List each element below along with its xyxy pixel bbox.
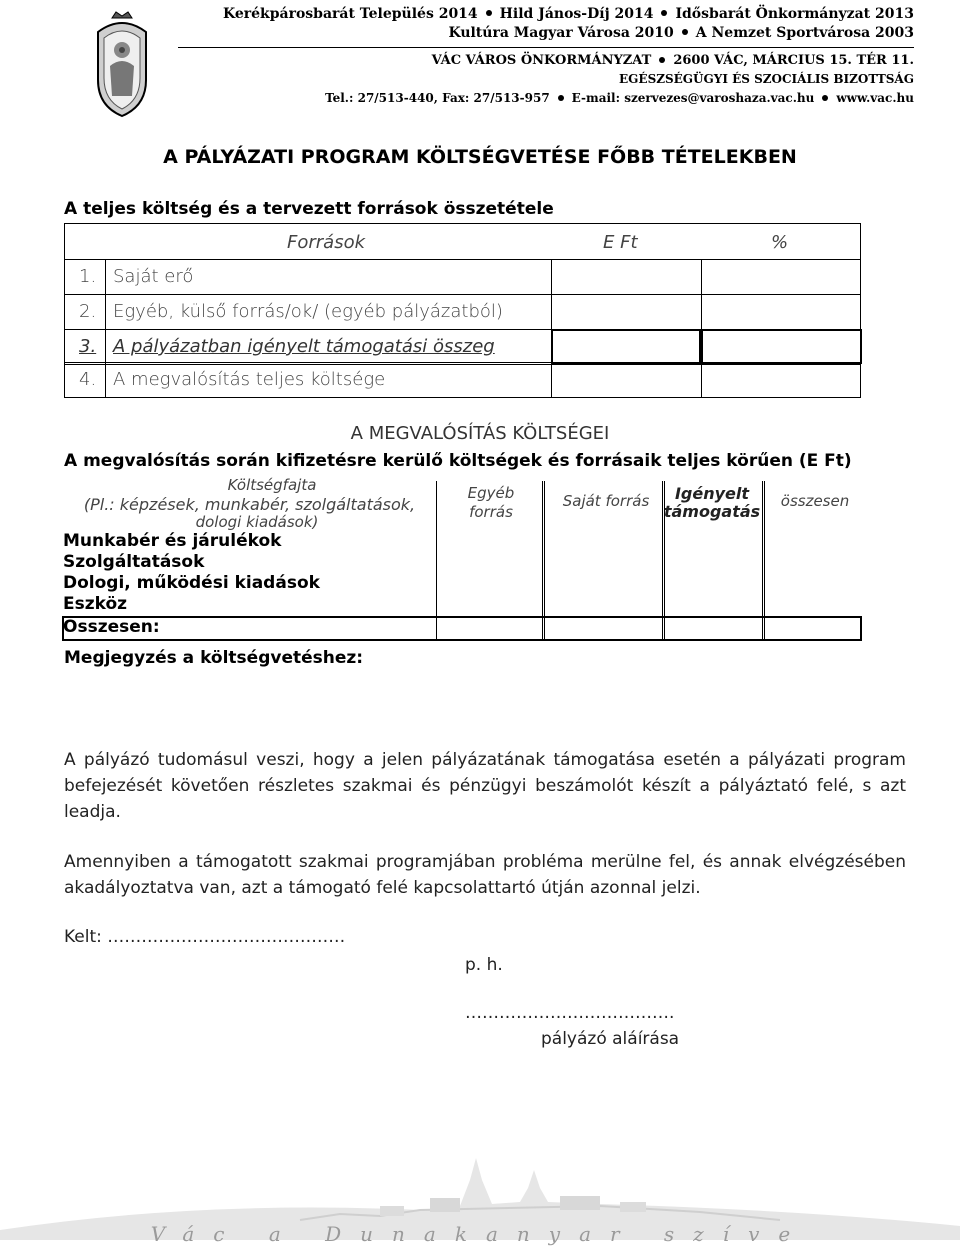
header-divider — [178, 47, 914, 48]
header-requested: Igényelt — [674, 484, 750, 503]
column-divider — [551, 363, 552, 397]
cost-row-label: Munkabér és járulékok — [63, 531, 282, 551]
section2-heading: A MEGVALÓSÍTÁS KÖLTSÉGEI — [350, 423, 610, 444]
bullet-icon — [822, 95, 828, 101]
cost-row-label: Szolgáltatások — [63, 552, 205, 572]
table-row — [65, 259, 860, 294]
requested-percent-cell[interactable] — [701, 329, 862, 364]
column-divider — [105, 363, 106, 397]
row-number: 2. — [79, 301, 97, 322]
table-row — [65, 294, 860, 329]
header-eft: E Ft — [603, 232, 638, 253]
header-awards-line-1: Kerékpárosbarát Település 2014 Hild János-Díj 2014 Idősbarát Önkormányzat 2013 — [222, 6, 914, 22]
header-own-source: Saját forrás — [562, 492, 650, 510]
statement-paragraph: A pályázó tudomásul veszi, hogy a jelen pályázatának támogatása esetén a pályázati program befejezését követően részletes szakmai és pénzügyi beszámolót készít a pályáztató felé, s azt leadja. — [64, 750, 906, 822]
bullet-icon — [659, 57, 665, 63]
column-divider — [701, 363, 702, 397]
header-requested-2: támogatás — [663, 502, 761, 521]
total-row-box — [62, 616, 862, 641]
stamp-placeholder: p. h. — [465, 955, 503, 975]
footer-motto: Vác a Dunakanyar szíve — [150, 1222, 810, 1246]
table-header-row — [65, 224, 860, 259]
header-other-source: Egyéb — [467, 484, 515, 502]
cost-row-label: Eszköz — [63, 594, 128, 614]
header-other-source-2: forrás — [469, 503, 513, 521]
row-label: Saját erő — [113, 266, 194, 287]
bullet-icon — [661, 10, 667, 16]
row-label: A pályázatban igényelt támogatási összeg — [113, 336, 495, 357]
row-label: Egyéb, külső forrás/ok/ (egyéb pályázatból) — [113, 301, 503, 322]
section1-subtitle: A teljes költség és a tervezett források összetétele — [64, 199, 554, 219]
row-number: 1. — [79, 266, 97, 287]
section2-subtitle: A megvalósítás során kifizetésre kerülő költségek és forrásaik teljes körűen (E Ft) — [64, 451, 852, 471]
cost-row-label: Osszesen: — [63, 617, 160, 637]
signature-line[interactable]: ………………………………. — [465, 1003, 675, 1023]
row-number: 3. — [79, 336, 97, 357]
cost-row-label: Dologi, működési kiadások — [63, 573, 320, 593]
header-total: összesen — [780, 492, 850, 510]
budget-note-label: Megjegyzés a költségvetéshez: — [64, 648, 364, 668]
requested-amount-cell[interactable] — [551, 329, 701, 364]
header-awards-line-2: Kultúra Magyar Városa 2010 A Nemzet Sportvárosa 2003 — [448, 25, 914, 41]
page-title: A PÁLYÁZATI PROGRAM KÖLTSÉGVETÉSE FŐBB TÉTELEKBEN — [163, 146, 797, 168]
city-coat-of-arms-icon — [88, 10, 156, 120]
header-percent: % — [771, 232, 789, 253]
header-sources: Források — [287, 232, 366, 253]
header-contacts: Tel.: 27/513-440, Fax: 27/513-957 E-mail: szervezes@varoshaza.vac.hu www.vac.hu — [325, 91, 914, 105]
date-line[interactable]: Kelt: …………………………………… — [64, 927, 346, 947]
bullet-icon — [486, 10, 492, 16]
funding-sources-table — [64, 223, 861, 363]
header-cost-type-title: Költségfajta — [227, 476, 317, 494]
cost-breakdown-table — [62, 477, 862, 641]
column-divider — [105, 259, 106, 364]
signature-caption: pályázó aláírása — [541, 1029, 680, 1049]
header-address: VÁC VÁROS ÖNKORMÁNYZAT 2600 VÁC, MÁRCIUS 15. TÉR 11. — [431, 53, 914, 68]
bullet-icon — [558, 95, 564, 101]
table-row — [64, 363, 861, 398]
row-number: 4. — [79, 369, 97, 390]
header-committee: EGÉSZSÉGÜGYI ÉS SZOCIÁLIS BIZOTTSÁG — [619, 72, 914, 86]
row-label: A megvalósítás teljes költsége — [113, 369, 386, 390]
header-cost-type-example: (Pl.: képzések, munkabér, szolgáltatások, — [83, 495, 416, 514]
statement-paragraph: Amennyiben a támogatott szakmai programjában probléma merülne fel, és annak elvégzésében akadályoztatva van, azt a támogató felé kapcsolattartó útján azonnal jelzi. — [64, 852, 906, 898]
bullet-icon — [682, 29, 688, 35]
header-cost-type-example-2: dologi kiadások) — [195, 513, 319, 531]
